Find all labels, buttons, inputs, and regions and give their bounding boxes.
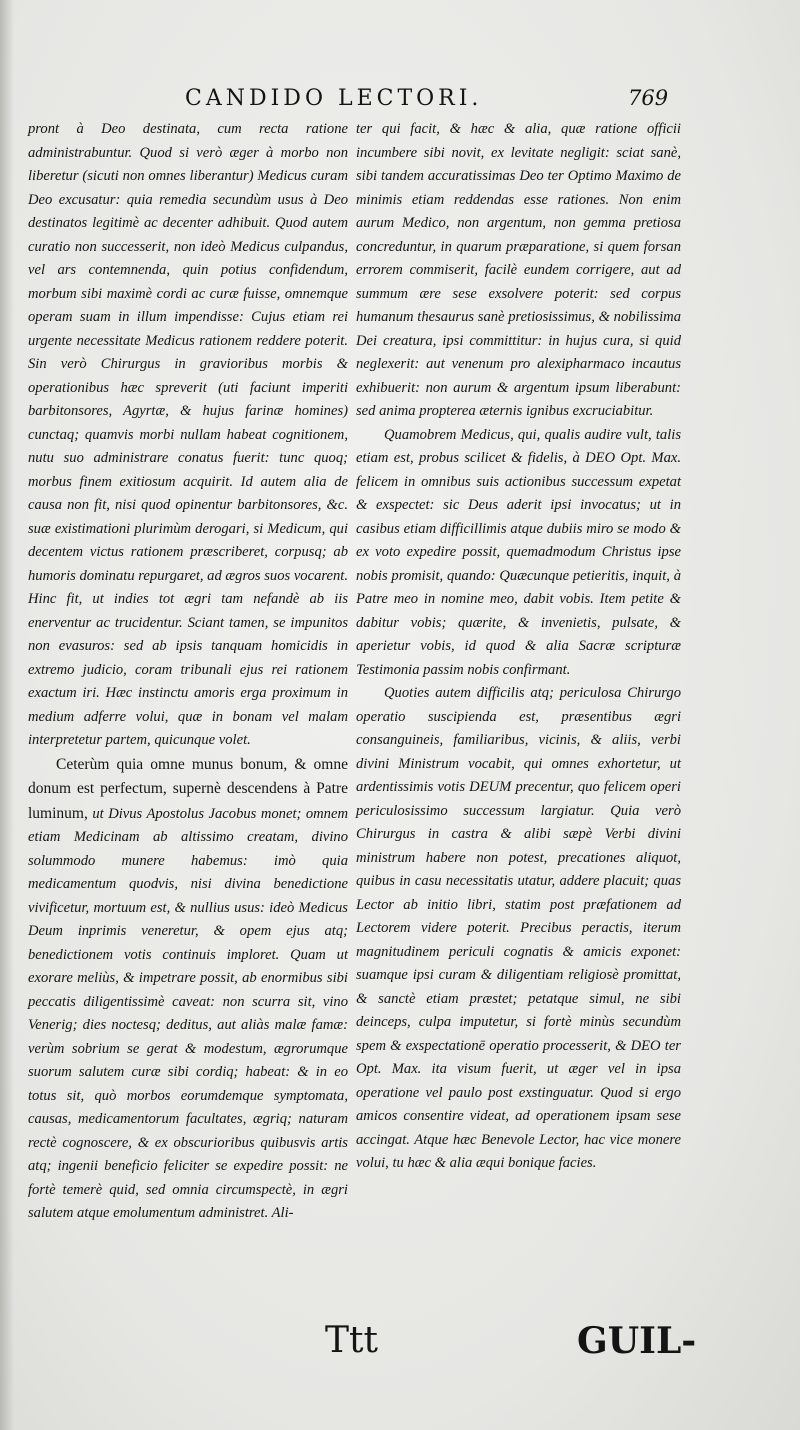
left-paragraph-2-italic: ut Divus Apostolus Jacobus monet; omnem etiam Medicinam ab altissimo creatam, divino solummodo munere habemus: imò quia medicamentum quodvis, nisi divina benedictione vivificetur, mortuum est, & nullius usus: ideò Medicus Deum inprimis veneretur, & opem ejus atq; benedictionem votis continuis imploret. Quam ut exorare meliùs, & impetrare possit, ab enormibus sibi peccatis diligentissimè caveat: non scurra sit, vino Venerig; dies noctesq; deditus, aut aliàs malæ famæ: verùm sobrium se gerat & modestum, ægrorumque suorum salutem curæ sibi cordiq; habeat: & in eo totus sit, quò morbos eorumdemque symptomata, causas, medicamentorum facultates, ægriq; naturam rectè cognoscere, & ex obscurioribus quibusvis artis atq; ingenii beneficio feliciter se expedire possit: ne fortè temerè quid, sed omnia circumspectè, in ægri salutem atque emolumentum administret. Ali-	[28, 805, 348, 1221]
signature-mark: Ttt	[325, 1320, 378, 1361]
left-paragraph-1: pront à Deo destinata, cum recta ratione administrabuntur. Quod si verò æger à morbo non liberetur (sicuti non omnes liberantur) Medicus curam Deo excusatur: quia remedia secundùm usus à Deo destinatos legitimè ac decenter adhibuit. Quod autem curatio non successerit, non ideò Medicus culpandus, vel ars contemnenda, quin potius confidendum, morbum sibi maximè cordi ac curæ fuisse, omnemque operam suam in illum impendisse: Cujus etiam rei urgente necessitate Medicus rationem reddere poterit. Sin verò Chirurgus in gravioribus morbis & operationibus hæc spreverit (uti faciunt imperiti barbitonsores, Agyrtæ, & hujus farinæ homines) cunctaq; quamvis morbi nullam habeat cognitionem, nutu suo administrare conatus fuerit: tunc quoq; morbus finem exitiosum acquirit. Id autem alia de causa non fit, nisi quod opinentur barbitonsores, &c. suæ existimationi plurimùm derogari, si Medicum, qui decentem victus rationem præscriberet, corpusq; ab humoris dominatu repurgaret, ad ægros suos vocarent. Hinc fit, ut indies tot ægri tam nefandè ab iis enerventur ac trucidentur. Sciant tamen, se impunitos non evasuros: sed ab ipsis tanquam homicidis in extremo judicio, coram tribunali ejus rei rationem exactum iri. Hæc instinctu amoris erga proximum in medium adferre volui, quæ in bonam vel malam interpretetur partem, quicunque volet.	[28, 121, 348, 748]
page-number: 769	[628, 86, 669, 110]
left-paragraph-2-roman: Ceterùm quia omne munus bonum, & omne donum est perfectum, supernè descendens à Patre luminum,	[28, 755, 348, 822]
left-column	[28, 118, 348, 1226]
right-column	[356, 118, 681, 1176]
running-title: CANDIDO LECTORI.	[185, 86, 483, 111]
right-paragraph-2: Quamobrem Medicus, qui, qualis audire vult, talis etiam est, probus scilicet & fidelis, à DEO Opt. Max. felicem in omnibus suis actionibus successum expetat & exspectet: sic Deus aderit ipsi invocatus; ut in casibus etiam difficillimis atque dubiis miro se modo & ex voto expedire possit, quemadmodum Christus ipse nobis promisit, quando: Quæcunque petieritis, inquit, à Patre meo in nomine meo, dabit vobis. Item petite & dabitur vobis; quærite, & invenietis, pulsate, & aperietur vobis, id quod & alia Sacræ scripturæ Testimonia passim nobis confirmant.	[356, 426, 681, 678]
catchword: GUIL-	[577, 1320, 697, 1362]
left-paragraph-2	[28, 753, 348, 1226]
page-edge-shadow	[0, 0, 14, 1430]
right-paragraph-1: ter qui facit, & hæc & alia, quæ ratione officii incumbere sibi novit, ex levitate negligit: sciat sanè, sibi tandem accuratissimas Deo ter Optimo Maximo de minimis etiam reddendas esse rationes. Non enim aurum Medico, non argentum, non gemma pretiosa concreduntur, in quarum præparatione, si quem forsan errorem commiserit, facilè eundem corrigere, aut ad summum ære sese exsolvere poterit: sed corpus humanum thesaurus sanè pretiosissimus, & nobilissima Dei creatura, ipsi committitur: in hujus cura, si quid neglexerit: aut venenum pro alexipharmaco incautus exhibuerit: non aurum & argentum ipsum liberabunt: sed anima propterea æternis ignibus excruciabitur.	[356, 121, 681, 419]
right-paragraph-3: Quoties autem difficilis atq; periculosa Chirurgo operatio suscipienda est, præsentibus ægri consanguineis, familiaribus, vicinis, & aliis, verbi divini Ministrum vocabit, qui omnes exhortetur, ut ardentissimis votis DEUM precentur, quo felicem operi periculosissimo successum largiatur. Quia verò Chirurgus in castra & alibi sæpè Verbi divini ministrum habere non potest, precationes aliquot, quibus in casu necessitatis utatur, addere placuit; quas Lector ab initio libri, statim post præfationem ad Lectorem videre poterit. Precibus peractis, iterum magnitudinem periculi cognatis & amicis exponet: suamque ipsi curam & diligentiam religiosè promittat, & sanctè etiam præstet; petatque simul, ne sibi deinceps, culpa imputetur, si fortè minùs secundùm spem & exspectationē operatio processerit, & DEO ter Opt. Max. ita visum fuerit, ut æger vel in ipsa operatione vel paulo post exstinguatur. Quod si ergo amicos consentire videat, ad operationem ipsam sese accingat. Atque hæc Benevole Lector, hac vice monere volui, tu hæc & alia æqui bonique facies.	[356, 685, 681, 1171]
